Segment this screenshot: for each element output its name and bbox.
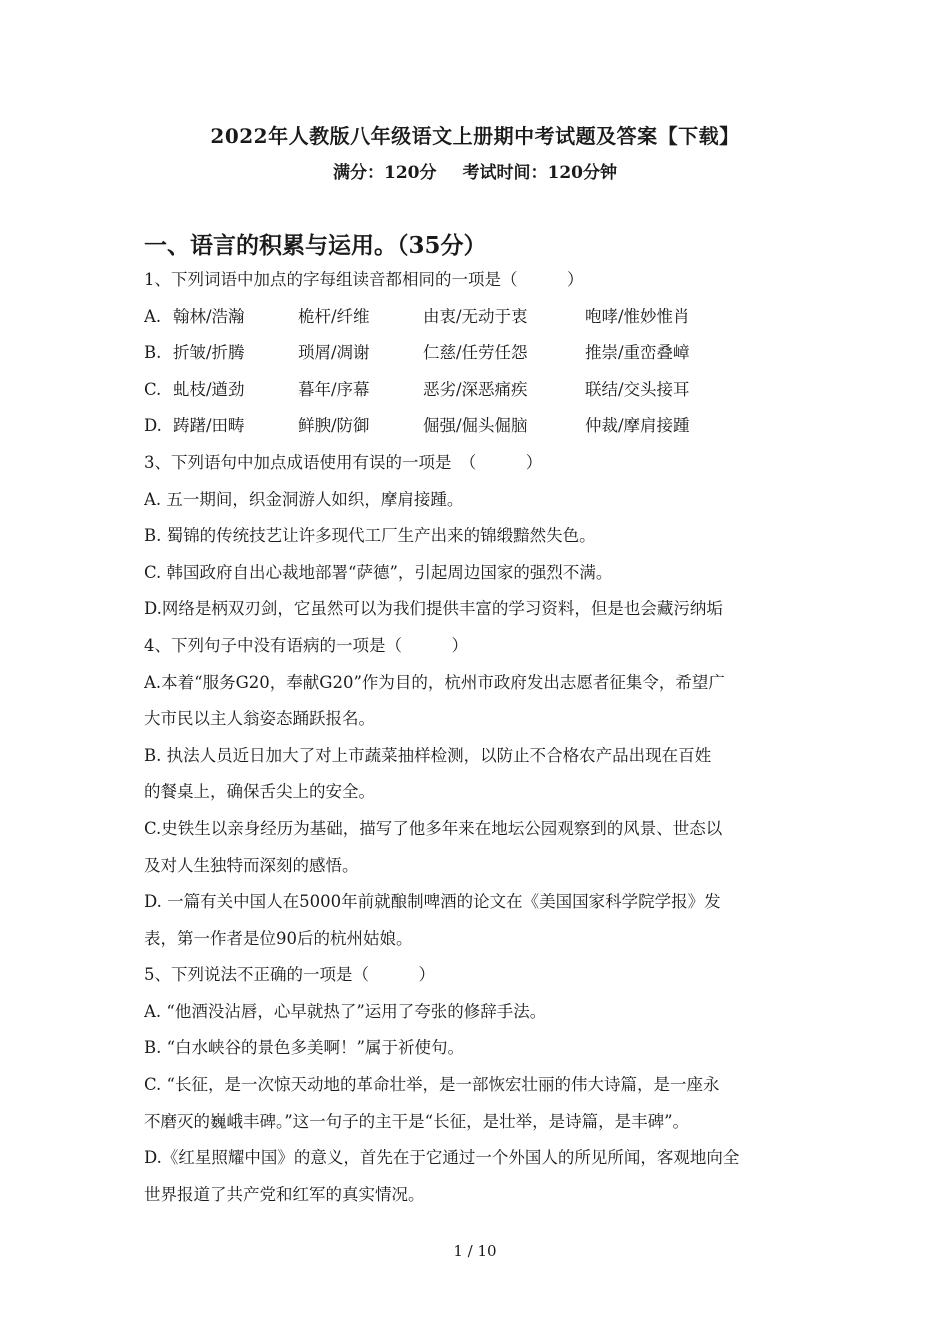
full-score: 满分：120分 — [333, 163, 437, 183]
question-4-line: A.本着“服务G20，奉献G20”作为目的，杭州市政府发出志愿者征集令，希望广 — [144, 672, 725, 692]
question-3-option: C. 韩国政府自出心裁地部署“萨德”，引起周边国家的强烈不满。 — [144, 562, 613, 582]
question-1-stem: 1、下列词语中加点的字每组读音都相同的一项是（ ） — [144, 270, 584, 289]
question-list — [144, 262, 812, 1213]
question-5-line: 不磨灭的巍峨丰碑。”这一句子的主干是“长征，是壮举，是诗篇，是丰碑”。 — [144, 1111, 690, 1131]
question-1-option: B. 折皱/折腾 琐屑/凋谢 仁慈/任劳任怨 推崇/重峦叠嶂 — [144, 343, 690, 363]
question-4-line: B. 执法人员近日加大了对上市蔬菜抽样检测，以防止不合格农产品出现在百姓 — [144, 745, 712, 765]
exam-meta — [0, 158, 950, 183]
question-1-option: D. 踌躇/田畴 鲜腴/防御 倔强/倔头倔脑 仲裁/摩肩接踵 — [144, 416, 690, 436]
question-3-option: D.网络是柄双刃剑，它虽然可以为我们提供丰富的学习资料，但是也会藏污纳垢 — [144, 599, 723, 619]
question-4-line: 表，第一作者是位90后的杭州姑娘。 — [144, 928, 413, 948]
question-5-stem: 5、下列说法不正确的一项是（ ） — [144, 965, 435, 985]
question-5-line: D.《红星照耀中国》的意义，首先在于它通过一个外国人的所见所闻，客观地向全 — [144, 1148, 740, 1168]
page-number: 1 / 10 — [453, 1242, 497, 1260]
exam-time: 考试时间：120分钟 — [462, 163, 617, 183]
question-4-stem: 4、下列句子中没有语病的一项是（ ） — [144, 635, 468, 655]
question-4-line: D. 一篇有关中国人在5000年前就酿制啤酒的论文在《美国国家科学院学报》发 — [144, 892, 721, 912]
question-1-option: C. 虬枝/遒劲 暮年/序幕 恶劣/深恶痛疾 联结/交头接耳 — [144, 379, 690, 399]
question-4-line: 大市民以主人翁姿态踊跃报名。 — [144, 709, 375, 729]
document-title: 2022年人教版八年级语文上册期中考试题及答案【下载】 — [210, 124, 740, 148]
question-4-line: C.史铁生以亲身经历为基础，描写了他多年来在地坛公园观察到的风景、世态以 — [144, 818, 723, 838]
question-5-line: B. “白水峡谷的景色多美啊！”属于祈使句。 — [144, 1038, 464, 1058]
question-5-line: A. “他酒没沾唇，心早就热了”运用了夸张的修辞手法。 — [144, 1001, 547, 1021]
question-4-line: 及对人生独特而深刻的感悟。 — [144, 855, 359, 875]
question-5-line: 世界报道了共产党和红军的真实情况。 — [144, 1184, 425, 1204]
question-4-line: 的餐桌上，确保舌尖上的安全。 — [144, 782, 375, 802]
question-3-option: A. 五一期间，织金洞游人如织，摩肩接踵。 — [144, 489, 464, 509]
question-1-option: A. 翰林/浩瀚 桅杆/纤维 由衷/无动于衷 咆哮/惟妙惟肖 — [144, 306, 690, 326]
question-5-line: C. “长征，是一次惊天动地的革命壮举，是一部恢宏壮丽的伟大诗篇，是一座永 — [144, 1075, 720, 1095]
question-3-stem: 3、下列语句中加点成语使用有误的一项是 （ ） — [144, 452, 543, 472]
question-3-option: B. 蜀锦的传统技艺让许多现代工厂生产出来的锦缎黯然失色。 — [144, 526, 596, 546]
section-heading: 一、语言的积累与运用。（35分） — [144, 232, 487, 259]
